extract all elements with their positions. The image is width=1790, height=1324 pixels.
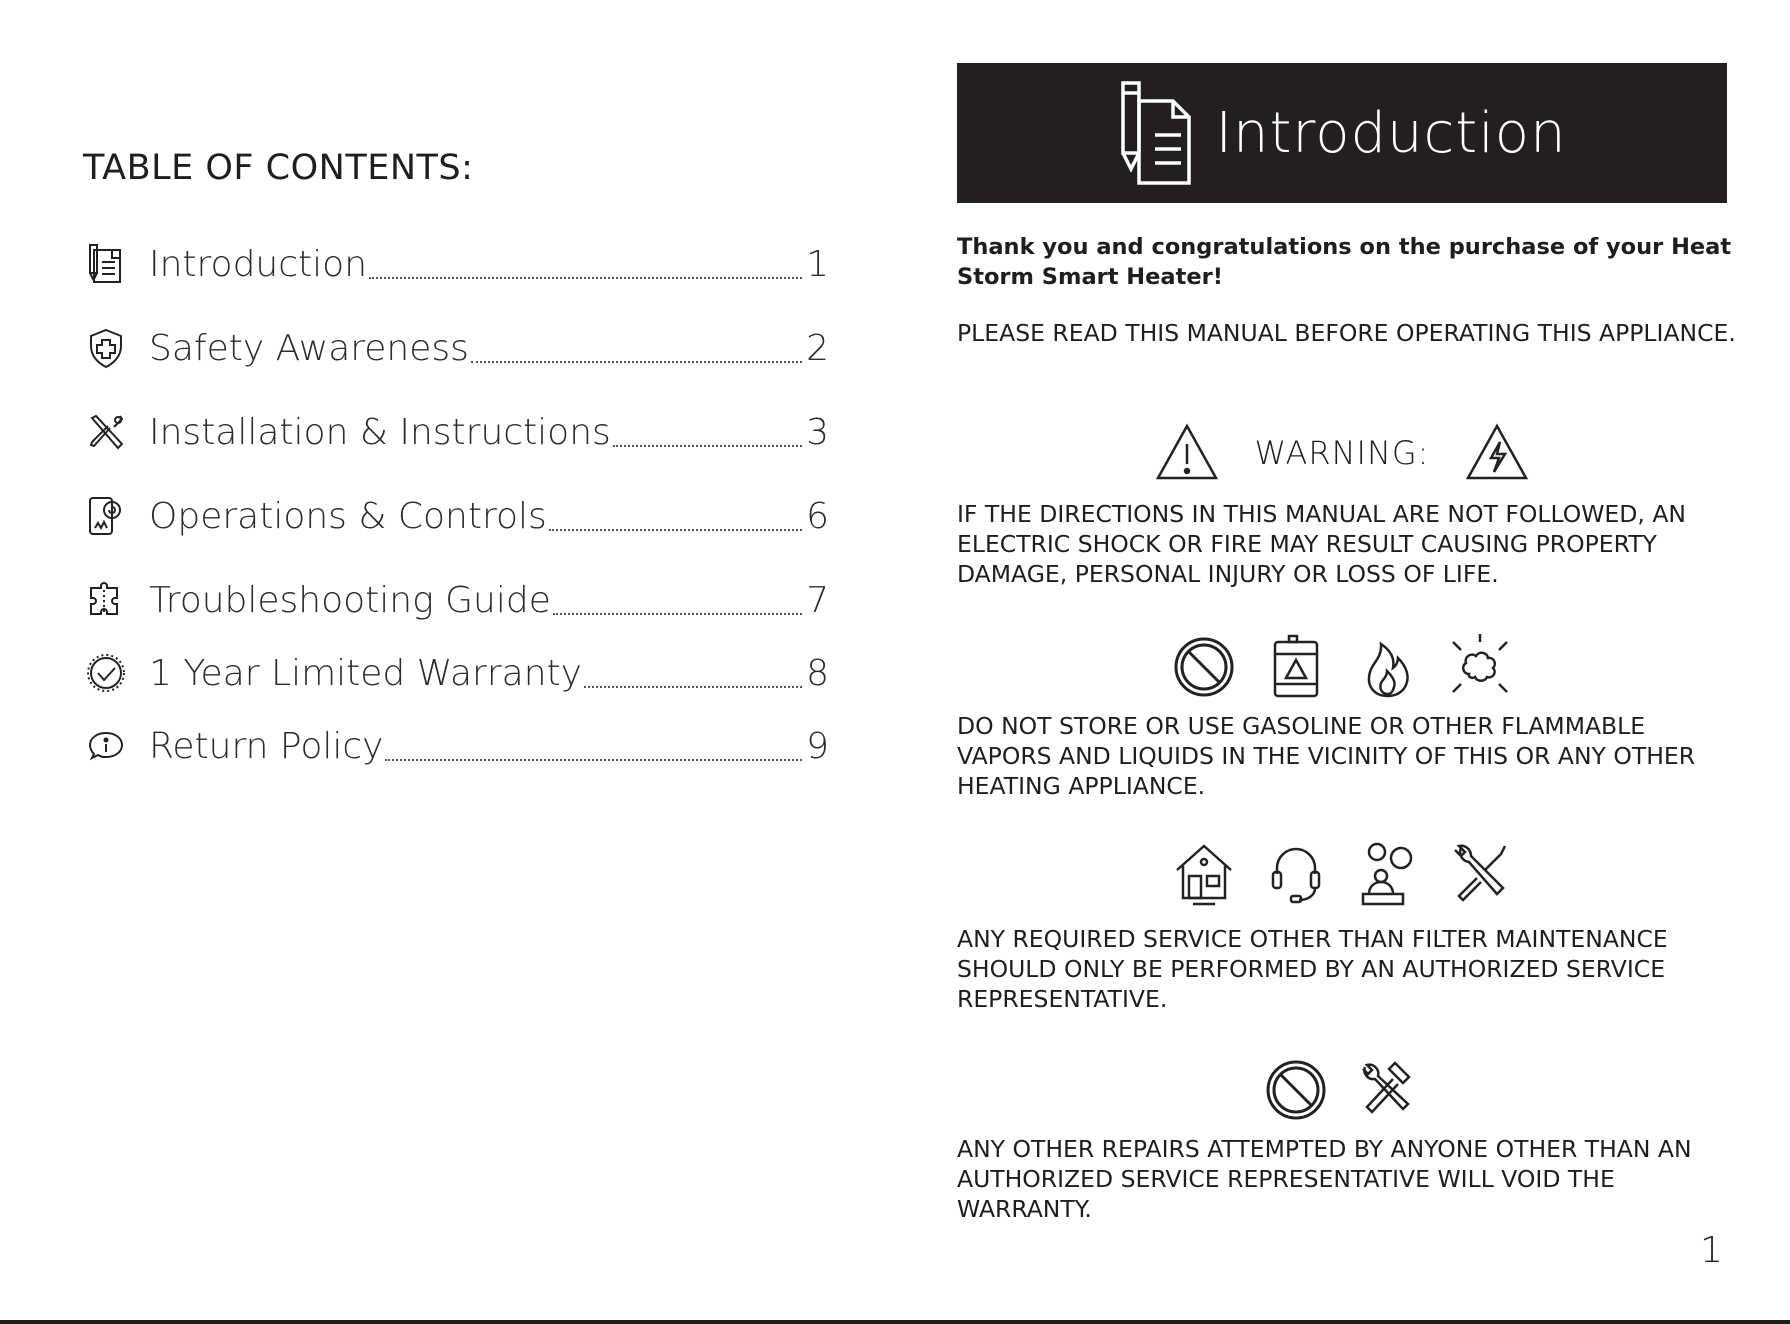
toc-leader [471,361,802,363]
tools-crossed-icon [86,410,126,454]
document-pencil-icon [1117,75,1195,191]
toc-page-number: 6 [806,495,829,537]
warning-text: IF THE DIRECTIONS IN THIS MANUAL ARE NOT FOLLOWED, AN ELECTRIC SHOCK OR FIRE MAY RESULT CAUSING PROPERTY DAMAGE, PERSONAL INJURY OR LOSS OF LIFE. [957,500,1686,588]
read-manual-text: PLEASE READ THIS MANUAL BEFORE OPERATING THIS APPLIANCE. [957,319,1736,347]
intro-title: Introduction [1215,100,1567,166]
toc-item-warranty[interactable] [86,645,829,701]
toc-page-number: 1 [806,243,829,285]
check-badge-icon [86,651,126,695]
toc-item-label: Return Policy [149,725,384,767]
toc-item-introduction[interactable] [86,236,829,292]
headset-support-icon [1263,838,1329,908]
hazard-icons-row [957,632,1727,702]
hammer-wrench-icon [1355,1055,1421,1125]
phone-settings-icon [86,494,126,538]
warning-triangle-icon [1154,418,1220,488]
fuel-barrel-icon [1263,632,1329,702]
toc-leader [369,277,802,279]
toc-page-number: 7 [806,579,829,621]
toc-heading: TABLE OF CONTENTS: [83,148,474,188]
prohibited-icon [1171,632,1237,702]
toc-leader [553,613,802,615]
service-icons-row [957,838,1727,908]
repairs-warning-text: ANY OTHER REPAIRS ATTEMPTED BY ANYONE OTHER THAN AN AUTHORIZED SERVICE REPRESENTATIVE WILL VOID THE WARRANTY. [957,1135,1692,1223]
info-speech-icon [86,724,126,768]
page-number: 1 [1700,1230,1723,1271]
house-icon [1171,838,1237,908]
toc-item-label: Operations & Controls [149,495,547,537]
toc-item-label: Safety Awareness [149,327,469,369]
flammable-warning-text: DO NOT STORE OR USE GASOLINE OR OTHER FLAMMABLE VAPORS AND LIQUIDS IN THE VICINITY OF THIS OR ANY OTHER HEATING APPLIANCE. [957,712,1696,800]
toc-page-number: 9 [806,725,829,767]
service-warning-text: ANY REQUIRED SERVICE OTHER THAN FILTER MAINTENANCE SHOULD ONLY BE PERFORMED BY AN AUTHORIZED SERVICE REPRESENTATIVE. [957,925,1668,1013]
bottom-divider [0,1320,1790,1324]
wrench-screwdriver-icon [1447,838,1513,908]
toc-leader [549,529,802,531]
fire-icon [1355,632,1421,702]
toc-item-return-policy[interactable] [86,718,829,774]
customer-service-desk-icon [1355,838,1421,908]
toc-item-label: 1 Year Limited Warranty [149,652,582,694]
prohibited-icon [1263,1055,1329,1125]
toc-leader [584,686,802,688]
explosion-icon [1447,632,1513,702]
puzzle-icon [86,578,126,622]
shield-plus-icon [86,326,126,370]
thank-you-text: Thank you and congratulations on the purchase of your Heat Storm Smart Heater! [957,234,1732,290]
toc-item-operations[interactable] [86,488,829,544]
document-pencil-icon [86,242,126,286]
electric-hazard-icon [1464,418,1530,488]
toc-item-label: Installation & Instructions [149,411,611,453]
toc-page-number: 8 [806,652,829,694]
toc-page-number: 3 [806,411,829,453]
toc-leader [385,759,802,761]
toc-item-troubleshooting[interactable] [86,572,829,628]
toc-item-label: Troubleshooting Guide [149,579,551,621]
intro-banner [957,63,1727,203]
warning-label: WARNING: [1254,434,1430,472]
toc-page-number: 2 [806,327,829,369]
warning-row [957,418,1727,488]
toc-leader [613,445,802,447]
toc-item-installation[interactable] [86,404,829,460]
toc-item-safety-awareness[interactable] [86,320,829,376]
toc-item-label: Introduction [149,243,368,285]
repairs-icons-row [957,1055,1727,1125]
